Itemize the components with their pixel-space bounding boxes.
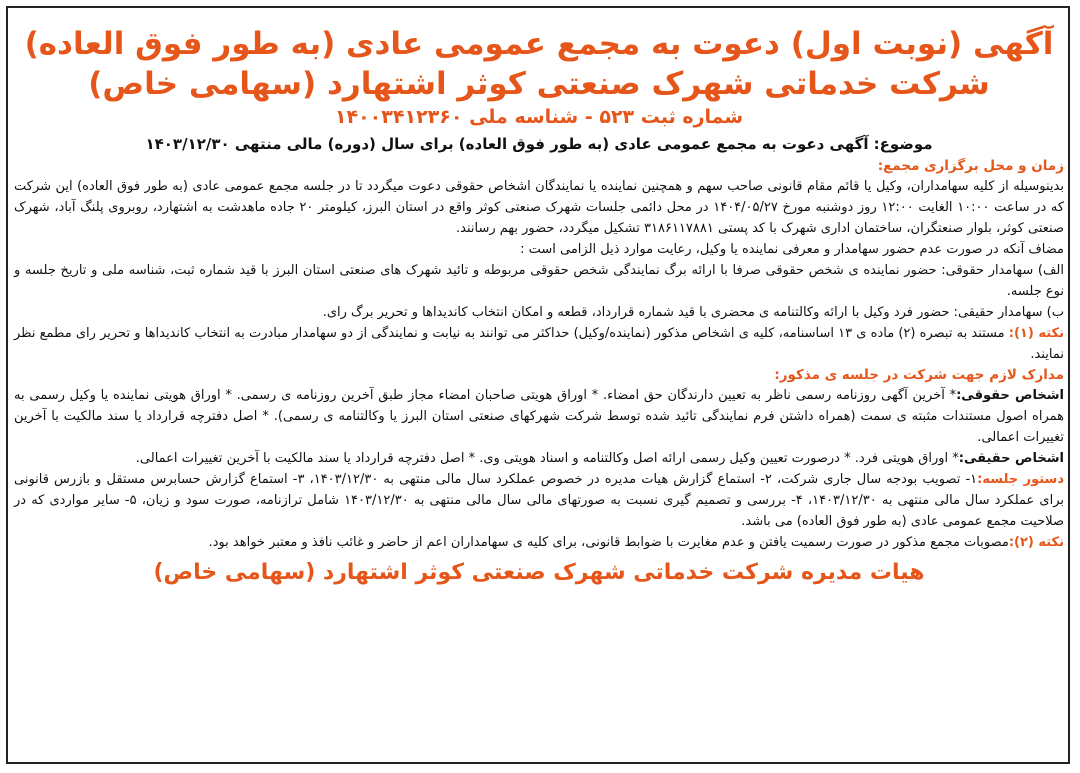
documents-heading: مدارک لازم جهت شرکت در جلسه ی مذکور: [774, 367, 1064, 383]
agenda [14, 469, 1064, 532]
conditions-intro: مضاف آنکه در صورت عدم حضور سهامدار و معرفی نماینده یا وکیل، رعایت موارد ذیل الزامی است : [520, 242, 1064, 257]
documents-legal [14, 385, 1064, 448]
notice-title: آگهی (نوبت اول) دعوت به مجمع عمومی عادی (به طور فوق العاده) [24, 26, 1054, 62]
note-1-text: مستند به تبصره (۲) ماده ی ۱۳ اساسنامه، کلیه ی اشخاص مذکور (نماینده/وکیل) حداکثر می توانند به نیابت و نمایندگی از دو سهامدار مبادرت به انتخاب کاندیداها و تحریر رای مطمع نظر نمایند. [14, 326, 1064, 362]
note-2-text: مصوبات مجمع مذکور در صورت رسمیت یافتن و عدم مغایرت با ضوابط قانونی، برای کلیه ی سهامداران اعم از حاضر و غائب نافذ و معتبر خواهد بود. [208, 535, 1009, 550]
note-2 [14, 532, 1064, 553]
documents-natural [14, 448, 1064, 469]
condition-legal: الف) سهامدار حقوقی: حضور نماینده ی شخص حقوقی صرفا با ارائه برگ نمایندگی شخص حقوقی مربوطه و تائید شهرک های صنعتی استان البرز با قید شماره ثبت، شناسه ملی و تاریخ جلسه و نوع جلسه. [14, 263, 1064, 299]
note-2-label: نکته (۲): [1008, 535, 1064, 550]
documents-legal-label: اشخاص حقوقی: [956, 388, 1064, 403]
registration-info: شماره ثبت ۵۲۳ - شناسه ملی ۱۴۰۰۳۴۱۲۳۶۰ [334, 106, 744, 128]
condition-natural: ب) سهامدار حقیقی: حضور فرد وکیل با ارائه وکالتنامه ی محضری با قید شماره قرارداد، قطعه و امکان انتخاب کاندیداها و تحریر برگ رای. [322, 305, 1064, 320]
notice-page [14, 10, 1064, 765]
documents-natural-label: اشخاص حقیقی: [958, 451, 1064, 466]
note-1-label: نکته (۱): [1008, 326, 1064, 341]
documents-legal-text: * آخرین آگهی روزنامه رسمی ناظر به تعیین دارندگان حق امضاء. * اوراق هویتی صاحبان امضاء مجاز طبق آخرین روزنامه ی رسمی. * اوراق هویتی نماینده یا وکیل رسمی به همراه اصول مستندات مثبته ی سمت (همراه داشتن فرم نمایندگی تائید شده توسط شرکت شهرکهای صنعتی استان البرز یا وکالتنامه ی رسمی). * اصل دفترچه قرارداد یا سند مالکیت با آخرین تغییرات اعمالی. [14, 388, 1064, 445]
documents-natural-text: * اوراق هویتی فرد. * درصورت تعیین وکیل رسمی ارائه اصل وکالتنامه و اسناد هویتی وی. * اصل دفترچه قرارداد یا سند مالکیت با آخرین تغییرات اعمالی. [135, 451, 959, 466]
note-1 [14, 323, 1064, 365]
venue-heading: زمان و محل برگزاری مجمع: [877, 158, 1064, 174]
venue-body: بدینوسیله از کلیه سهامداران، وکیل یا قائم مقام قانونی صاحب سهم و همچنین نماینده یا نمایندگان اشخاص حقوقی دعوت میگردد تا در جلسه مجمع عمومی عادی (به طور فوق العاده) این شرکت که در ساعت ۱۰:۰۰ الغایت ۱۲:۰۰ روز دوشنبه مورخ ۱۴۰۴/۰۵/۲۷ در محل دائمی جلسات شهرک صنعتی کوثر واقع در استان البرز، کیلومتر ۲۰ جاده ماهدشت به اشتهارد، روبروی پلنگ آباد، شهرک صنعتی کوثر، بلوار صنعتگران، ساختمان اداری شهرک با کد پستی ۳۱۸۶۱۱۷۸۸۱ تشکیل میگردد، حضور بهم رسانند. [14, 179, 1065, 236]
notice-subject: موضوع: آگهی دعوت به مجمع عمومی عادی (به طور فوق العاده) برای سال (دوره) مالی منتهی ۱۴۰۳/۱۲/۳۰ [145, 135, 933, 153]
agenda-text: ۱- تصویب بودجه سال جاری شرکت، ۲- استماع گزارش هیات مدیره در خصوص عملکرد سال مالی منتهی به ۱۴۰۳/۱۲/۳۰، ۳- استماع گزارش حسابرس مستقل و بازرس قانونی برای عملکرد سال مالی منتهی به ۱۴۰۳/۱۲/۳۰، ۴- بررسی و تصمیم گیری نسبت به صورتهای مالی سال مالی منتهی به ۱۴۰۳/۱۲/۳۰ شامل ترازنامه، صورت سود و زیان، ۵- سایر مواردی که در صلاحیت مجمع عمومی عادی (به طور فوق العاده) می باشد. [14, 472, 1065, 529]
company-name: شرکت خدماتی شهرک صنعتی کوثر اشتهارد (سهامی خاص) [88, 66, 990, 102]
signature-board: هیات مدیره شرکت خدماتی شهرک صنعتی کوثر اشتهارد (سهامی خاص) [153, 560, 925, 585]
agenda-label: دستور جلسه: [977, 472, 1064, 487]
